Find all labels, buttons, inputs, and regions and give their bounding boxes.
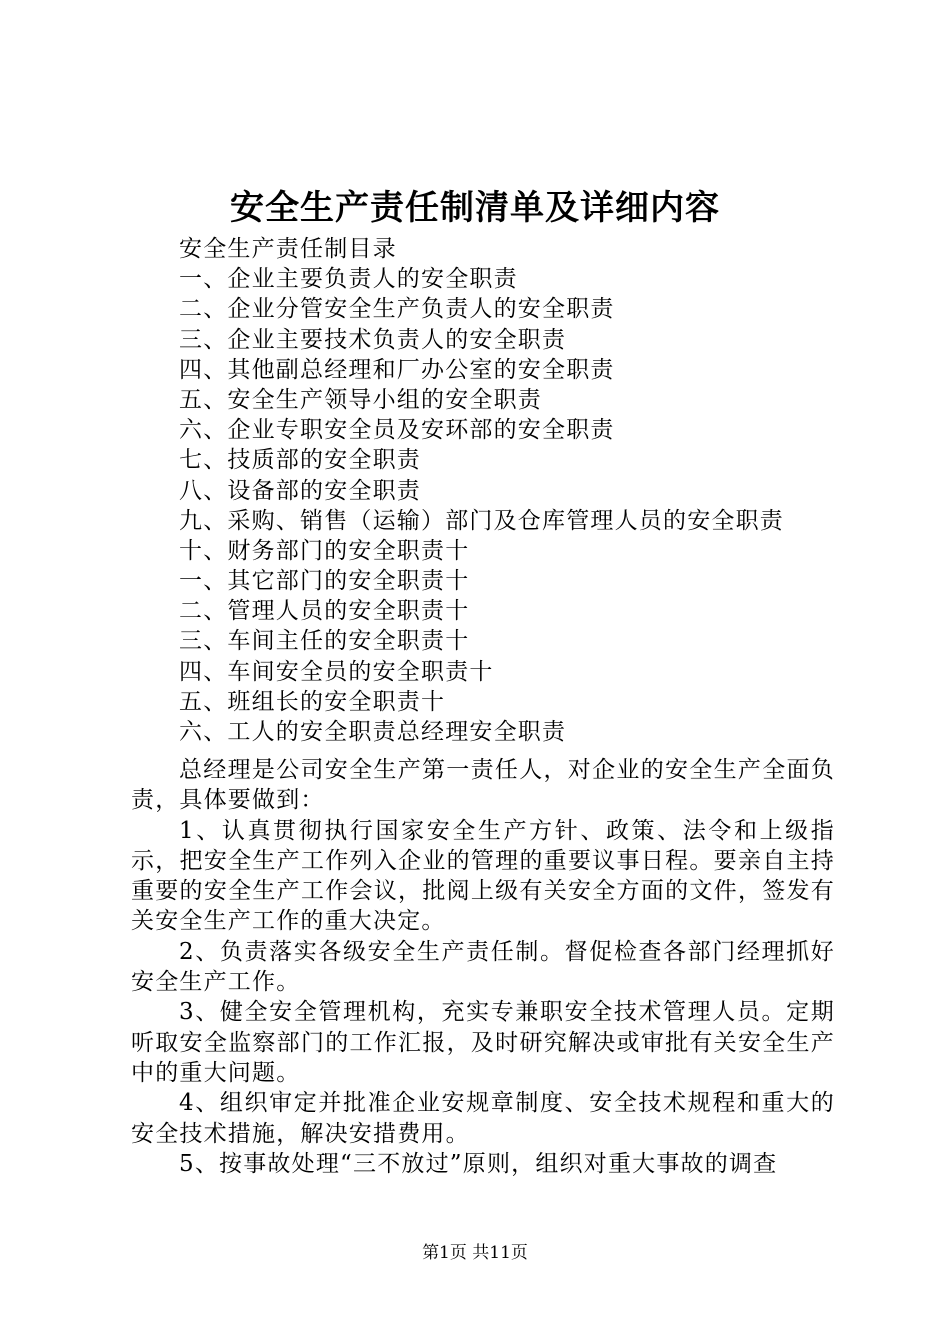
toc-item: 一、企业主要负责人的安全职责	[179, 266, 518, 293]
body-paragraph: 4、组织审定并批准企业安规章制度、安全技术规程和重大的安全技术措施，解决安措费用。	[131, 1090, 835, 1147]
toc-item: 八、设备部的安全职责	[179, 477, 421, 504]
toc-item: 七、技质部的安全职责	[179, 447, 421, 474]
body-paragraph: 1、认真贯彻执行国家安全生产方针、政策、法令和上级指示，把安全生产工作列入企业的管理的重要议事日程。要亲自主持重要的安全生产工作会议，批阅上级有关安全方面的文件，签发有关安全生产工作的重大决定。	[131, 817, 835, 935]
toc-heading: 安全生产责任制目录	[179, 236, 397, 262]
toc-item: 五、安全生产领导小组的安全职责	[179, 386, 542, 413]
toc-item: 九、采购、销售（运输）部门及仓库管理人员的安全职责	[179, 507, 784, 534]
body-paragraph: 3、健全安全管理机构，充实专兼职安全技术管理人员。定期听取安全监察部门的工作汇报，及时研究解决或审批有关安全生产中的重大问题。	[131, 999, 835, 1086]
page-footer: 第1页 共11页	[422, 1243, 528, 1263]
toc-item: 二、管理人员的安全职责十	[179, 598, 470, 625]
document-body	[131, 755, 835, 1179]
toc-item: 五、班组长的安全职责十	[179, 688, 446, 715]
toc-item: 三、车间主任的安全职责十	[179, 628, 470, 655]
toc-item: 十、财务部门的安全职责十	[179, 537, 470, 564]
body-paragraph: 2、负责落实各级安全生产责任制。督促检查各部门经理抓好安全生产工作。	[131, 938, 835, 996]
toc-item: 二、企业分管安全生产负责人的安全职责	[179, 296, 615, 323]
body-paragraph: 5、按事故处理“三不放过”原则，组织对重大事故的调查	[179, 1150, 778, 1177]
toc-item: 六、企业专职安全员及安环部的安全职责	[179, 417, 615, 444]
toc-item: 四、车间安全员的安全职责十	[179, 658, 494, 685]
body-paragraph: 总经理是公司安全生产第一责任人，对企业的安全生产全面负责，具体要做到：	[131, 757, 835, 814]
toc-item: 一、其它部门的安全职责十	[179, 568, 470, 595]
toc-item: 六、工人的安全职责总经理安全职责	[179, 719, 567, 745]
toc-item: 四、其他副总经理和厂办公室的安全职责	[179, 356, 615, 383]
table-of-contents	[179, 234, 879, 747]
toc-item: 三、企业主要技术负责人的安全职责	[179, 326, 567, 353]
document-title: 安全生产责任制清单及详细内容	[230, 188, 720, 228]
